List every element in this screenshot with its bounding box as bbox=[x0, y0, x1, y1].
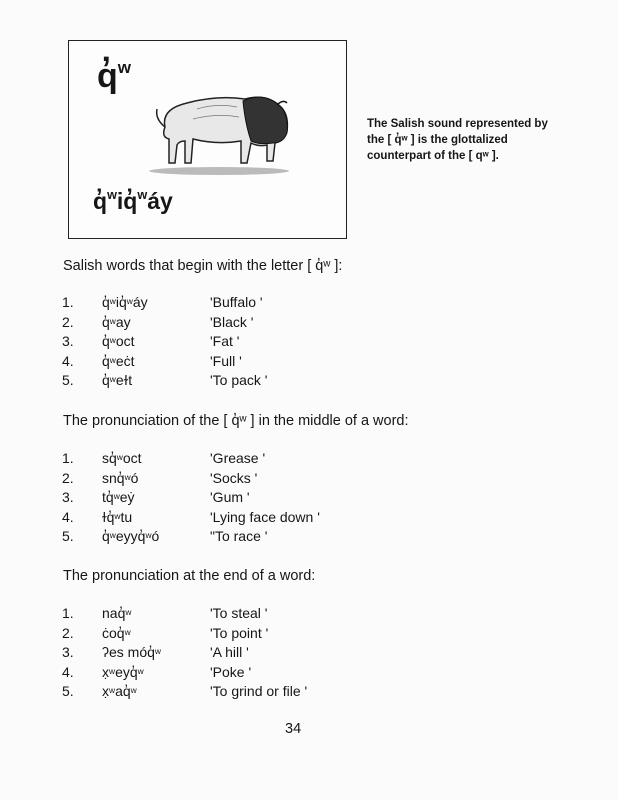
salish-word: ɫq̓$^w$tu bbox=[102, 508, 133, 525]
word-list-middle bbox=[62, 449, 320, 547]
list-item bbox=[62, 624, 307, 644]
english-meaning: "To race ' bbox=[210, 528, 268, 545]
list-item bbox=[62, 488, 320, 508]
item-number: 1. bbox=[62, 294, 74, 310]
item-number: 5. bbox=[62, 528, 74, 545]
salish-word: q̓$^w$oct bbox=[102, 333, 135, 350]
english-meaning: 'To grind or file ' bbox=[210, 683, 308, 700]
salish-word: snq̓$^w$ó bbox=[102, 469, 139, 486]
item-number: 3. bbox=[62, 644, 74, 661]
list-item bbox=[62, 449, 320, 469]
item-number: 5. bbox=[62, 372, 74, 389]
word-list-final bbox=[62, 604, 307, 702]
list-item bbox=[62, 604, 307, 624]
letter-heading: q̓$^w$ bbox=[97, 57, 132, 95]
buffalo-illustration bbox=[147, 79, 297, 175]
english-meaning: 'To steal ' bbox=[210, 605, 268, 621]
salish-word: ʔes móq̓$^w$ bbox=[102, 644, 161, 661]
salish-word: q̓$^w$eyyq̓$^w$ó bbox=[102, 528, 160, 545]
english-meaning: 'To pack ' bbox=[210, 372, 268, 389]
item-number: 3. bbox=[62, 333, 74, 350]
english-meaning: 'To point ' bbox=[210, 624, 269, 641]
english-meaning: 'A hill ' bbox=[210, 644, 249, 661]
english-meaning: 'Gum ' bbox=[210, 489, 250, 506]
salish-word: tq̓$^w$eẏ bbox=[102, 489, 135, 506]
salish-word: naq̓$^w$ bbox=[102, 605, 132, 621]
salish-word: q̓$^w$iq̓$^w$áy bbox=[102, 294, 148, 310]
item-number: 4. bbox=[62, 352, 74, 369]
english-meaning: 'Full ' bbox=[210, 352, 242, 369]
item-number: 3. bbox=[62, 489, 74, 506]
section-heading: The pronunciation at the end of a word: bbox=[63, 568, 316, 584]
caption-word: q̓$^w$iq̓$^w$áy bbox=[93, 188, 173, 214]
item-number: 5. bbox=[62, 683, 74, 700]
salish-word: q̓$^w$ay bbox=[102, 313, 131, 330]
list-item bbox=[62, 643, 307, 663]
page-number: 34 bbox=[285, 721, 302, 737]
list-item bbox=[62, 682, 307, 702]
item-number: 2. bbox=[62, 469, 74, 486]
item-number: 4. bbox=[62, 508, 74, 525]
item-number: 1. bbox=[62, 605, 74, 621]
list-item bbox=[62, 313, 267, 333]
list-item bbox=[62, 508, 320, 528]
english-meaning: 'Grease ' bbox=[210, 450, 266, 466]
list-item bbox=[62, 663, 307, 683]
salish-word: x̣$^w$aq̓$^w$ bbox=[102, 683, 137, 700]
item-number: 4. bbox=[62, 663, 74, 680]
english-meaning: 'Lying face down ' bbox=[210, 508, 320, 525]
item-number: 1. bbox=[62, 450, 74, 466]
list-item bbox=[62, 332, 267, 352]
salish-word: x̣$^w$eyq̓$^w$ bbox=[102, 663, 144, 680]
illustration-frame bbox=[68, 40, 347, 239]
section-heading: The pronunciation of the [ q̓ʷ ] in the middle of a word: bbox=[63, 413, 409, 429]
salish-word: sq̓$^w$oct bbox=[102, 450, 142, 466]
english-meaning: 'Socks ' bbox=[210, 469, 258, 486]
list-item bbox=[62, 469, 320, 489]
item-number: 2. bbox=[62, 313, 74, 330]
salish-word: q̓$^w$eċt bbox=[102, 352, 135, 369]
salish-word: ċoq̓$^w$ bbox=[102, 624, 131, 641]
english-meaning: 'Black ' bbox=[210, 313, 254, 330]
list-item bbox=[62, 371, 267, 391]
salish-word: q̓$^w$eɫt bbox=[102, 372, 133, 389]
section-heading: Salish words that begin with the letter [ q̓ʷ ]: bbox=[63, 258, 343, 274]
english-meaning: 'Buffalo ' bbox=[210, 294, 263, 310]
english-meaning: 'Poke ' bbox=[210, 663, 252, 680]
english-meaning: 'Fat ' bbox=[210, 333, 240, 350]
list-item bbox=[62, 293, 267, 313]
list-item bbox=[62, 352, 267, 372]
word-list-initial bbox=[62, 293, 267, 391]
item-number: 2. bbox=[62, 624, 74, 641]
side-note: The Salish sound represented by the [ q̓ʷ ] is the glottalized counterpart of the [ qʷ ]. bbox=[367, 118, 548, 162]
list-item bbox=[62, 527, 320, 547]
